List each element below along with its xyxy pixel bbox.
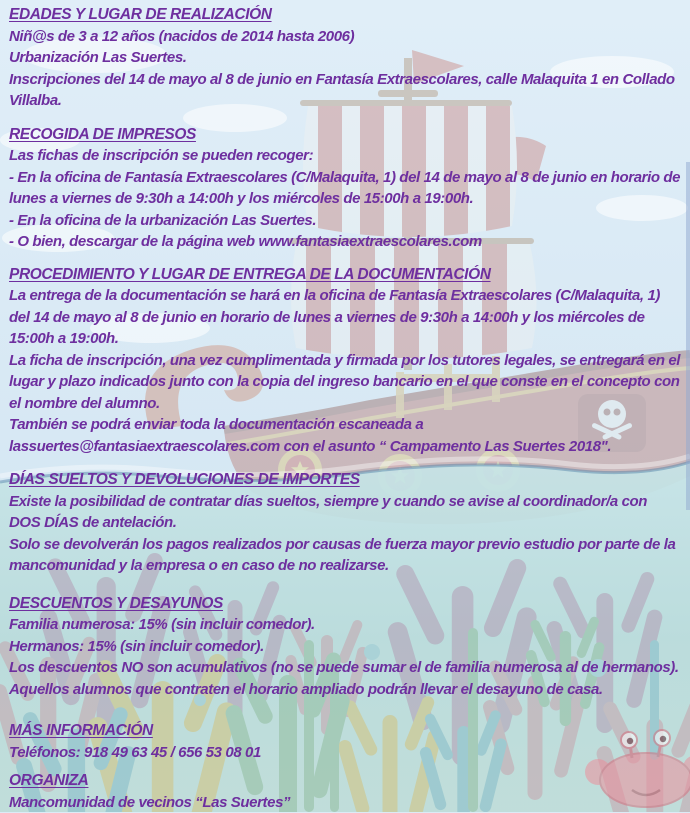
paragraph: Solo se devolverán los pagos realizados por causas de fuerza mayor previo estudio por parte de la mancomunidad y la empresa o en caso de no realizarse. bbox=[9, 534, 682, 577]
section-organiza bbox=[9, 770, 682, 813]
paragraph: Inscripciones del 14 de mayo al 8 de junio en Fantasía Extraescolares, calle Malaquita 1 en Collado Villalba. bbox=[9, 69, 682, 112]
paragraph: Aquellos alumnos que contraten el horario ampliado podrán llevar el desayuno de casa. bbox=[9, 679, 682, 701]
paragraph: Teléfonos: 918 49 63 45 / 656 53 08 01 bbox=[9, 742, 682, 764]
section-heading: ORGANIZA bbox=[9, 770, 682, 792]
section-heading: EDADES Y LUGAR DE REALIZACIÓN bbox=[9, 4, 682, 26]
paragraph: Mancomunidad de vecinos “Las Suertes” bbox=[9, 792, 682, 813]
section-descuentos-desayunos bbox=[9, 593, 682, 701]
section-heading: DESCUENTOS Y DESAYUNOS bbox=[9, 593, 682, 615]
paragraph: - O bien, descargar de la página web www.fantasiaextraescolares.com bbox=[9, 231, 682, 253]
paragraph: La ficha de inscripción, una vez cumplimentada y firmada por los tutores legales, se entregará en el lugar y plazo indicados junto con la copia del ingreso bancario en el que conste en el concepto con el nombre del alumno. bbox=[9, 350, 682, 415]
paragraph: Los descuentos NO son acumulativos (no se puede sumar el de familia numerosa al de hermanos). bbox=[9, 657, 682, 679]
section-dias-sueltos-devoluciones bbox=[9, 469, 682, 577]
paragraph: Las fichas de inscripción se pueden recoger: bbox=[9, 145, 682, 167]
paragraph: - En la oficina de Fantasía Extraescolares (C/Malaquita, 1) del 14 de mayo al 8 de junio en horario de lunes a viernes de 9:30h a 14:00h y los miércoles de 15:00h a 19:00h. bbox=[9, 167, 682, 210]
section-edades-y-lugar bbox=[9, 4, 682, 112]
paragraph: También se podrá enviar toda la documentación escaneada a lassuertes@fantasiaextraescolares.com con el asunto “ Campamento Las Suertes 2018". bbox=[9, 414, 682, 457]
section-recogida-de-impresos bbox=[9, 124, 682, 253]
section-heading: PROCEDIMIENTO Y LUGAR DE ENTREGA DE LA DOCUMENTACIÓN bbox=[9, 264, 682, 286]
paragraph: La entrega de la documentación se hará en la oficina de Fantasía Extraescolares (C/Malaquita, 1) del 14 de mayo al 8 de junio en horario de lunes a viernes de 9:30h a 14:00h y los miércoles de 15:00h a 19:00h. bbox=[9, 285, 682, 350]
section-mas-informacion bbox=[9, 720, 682, 763]
paragraph: Hermanos: 15% (sin incluir comedor). bbox=[9, 636, 682, 658]
section-heading: RECOGIDA DE IMPRESOS bbox=[9, 124, 682, 146]
section-heading: DÍAS SUELTOS Y DEVOLUCIONES DE IMPORTES bbox=[9, 469, 682, 491]
paragraph: - En la oficina de la urbanización Las Suertes. bbox=[9, 210, 682, 232]
paragraph: Urbanización Las Suertes. bbox=[9, 47, 682, 69]
paragraph: Niñ@s de 3 a 12 años (nacidos de 2014 hasta 2006) bbox=[9, 26, 682, 48]
section-procedimiento-entrega bbox=[9, 264, 682, 458]
section-heading: MÁS INFORMACIÓN bbox=[9, 720, 682, 742]
paragraph: Familia numerosa: 15% (sin incluir comedor). bbox=[9, 614, 682, 636]
paragraph: Existe la posibilidad de contratar días sueltos, siempre y cuando se avise al coordinador/a con DOS DÍAS de antelación. bbox=[9, 491, 682, 534]
